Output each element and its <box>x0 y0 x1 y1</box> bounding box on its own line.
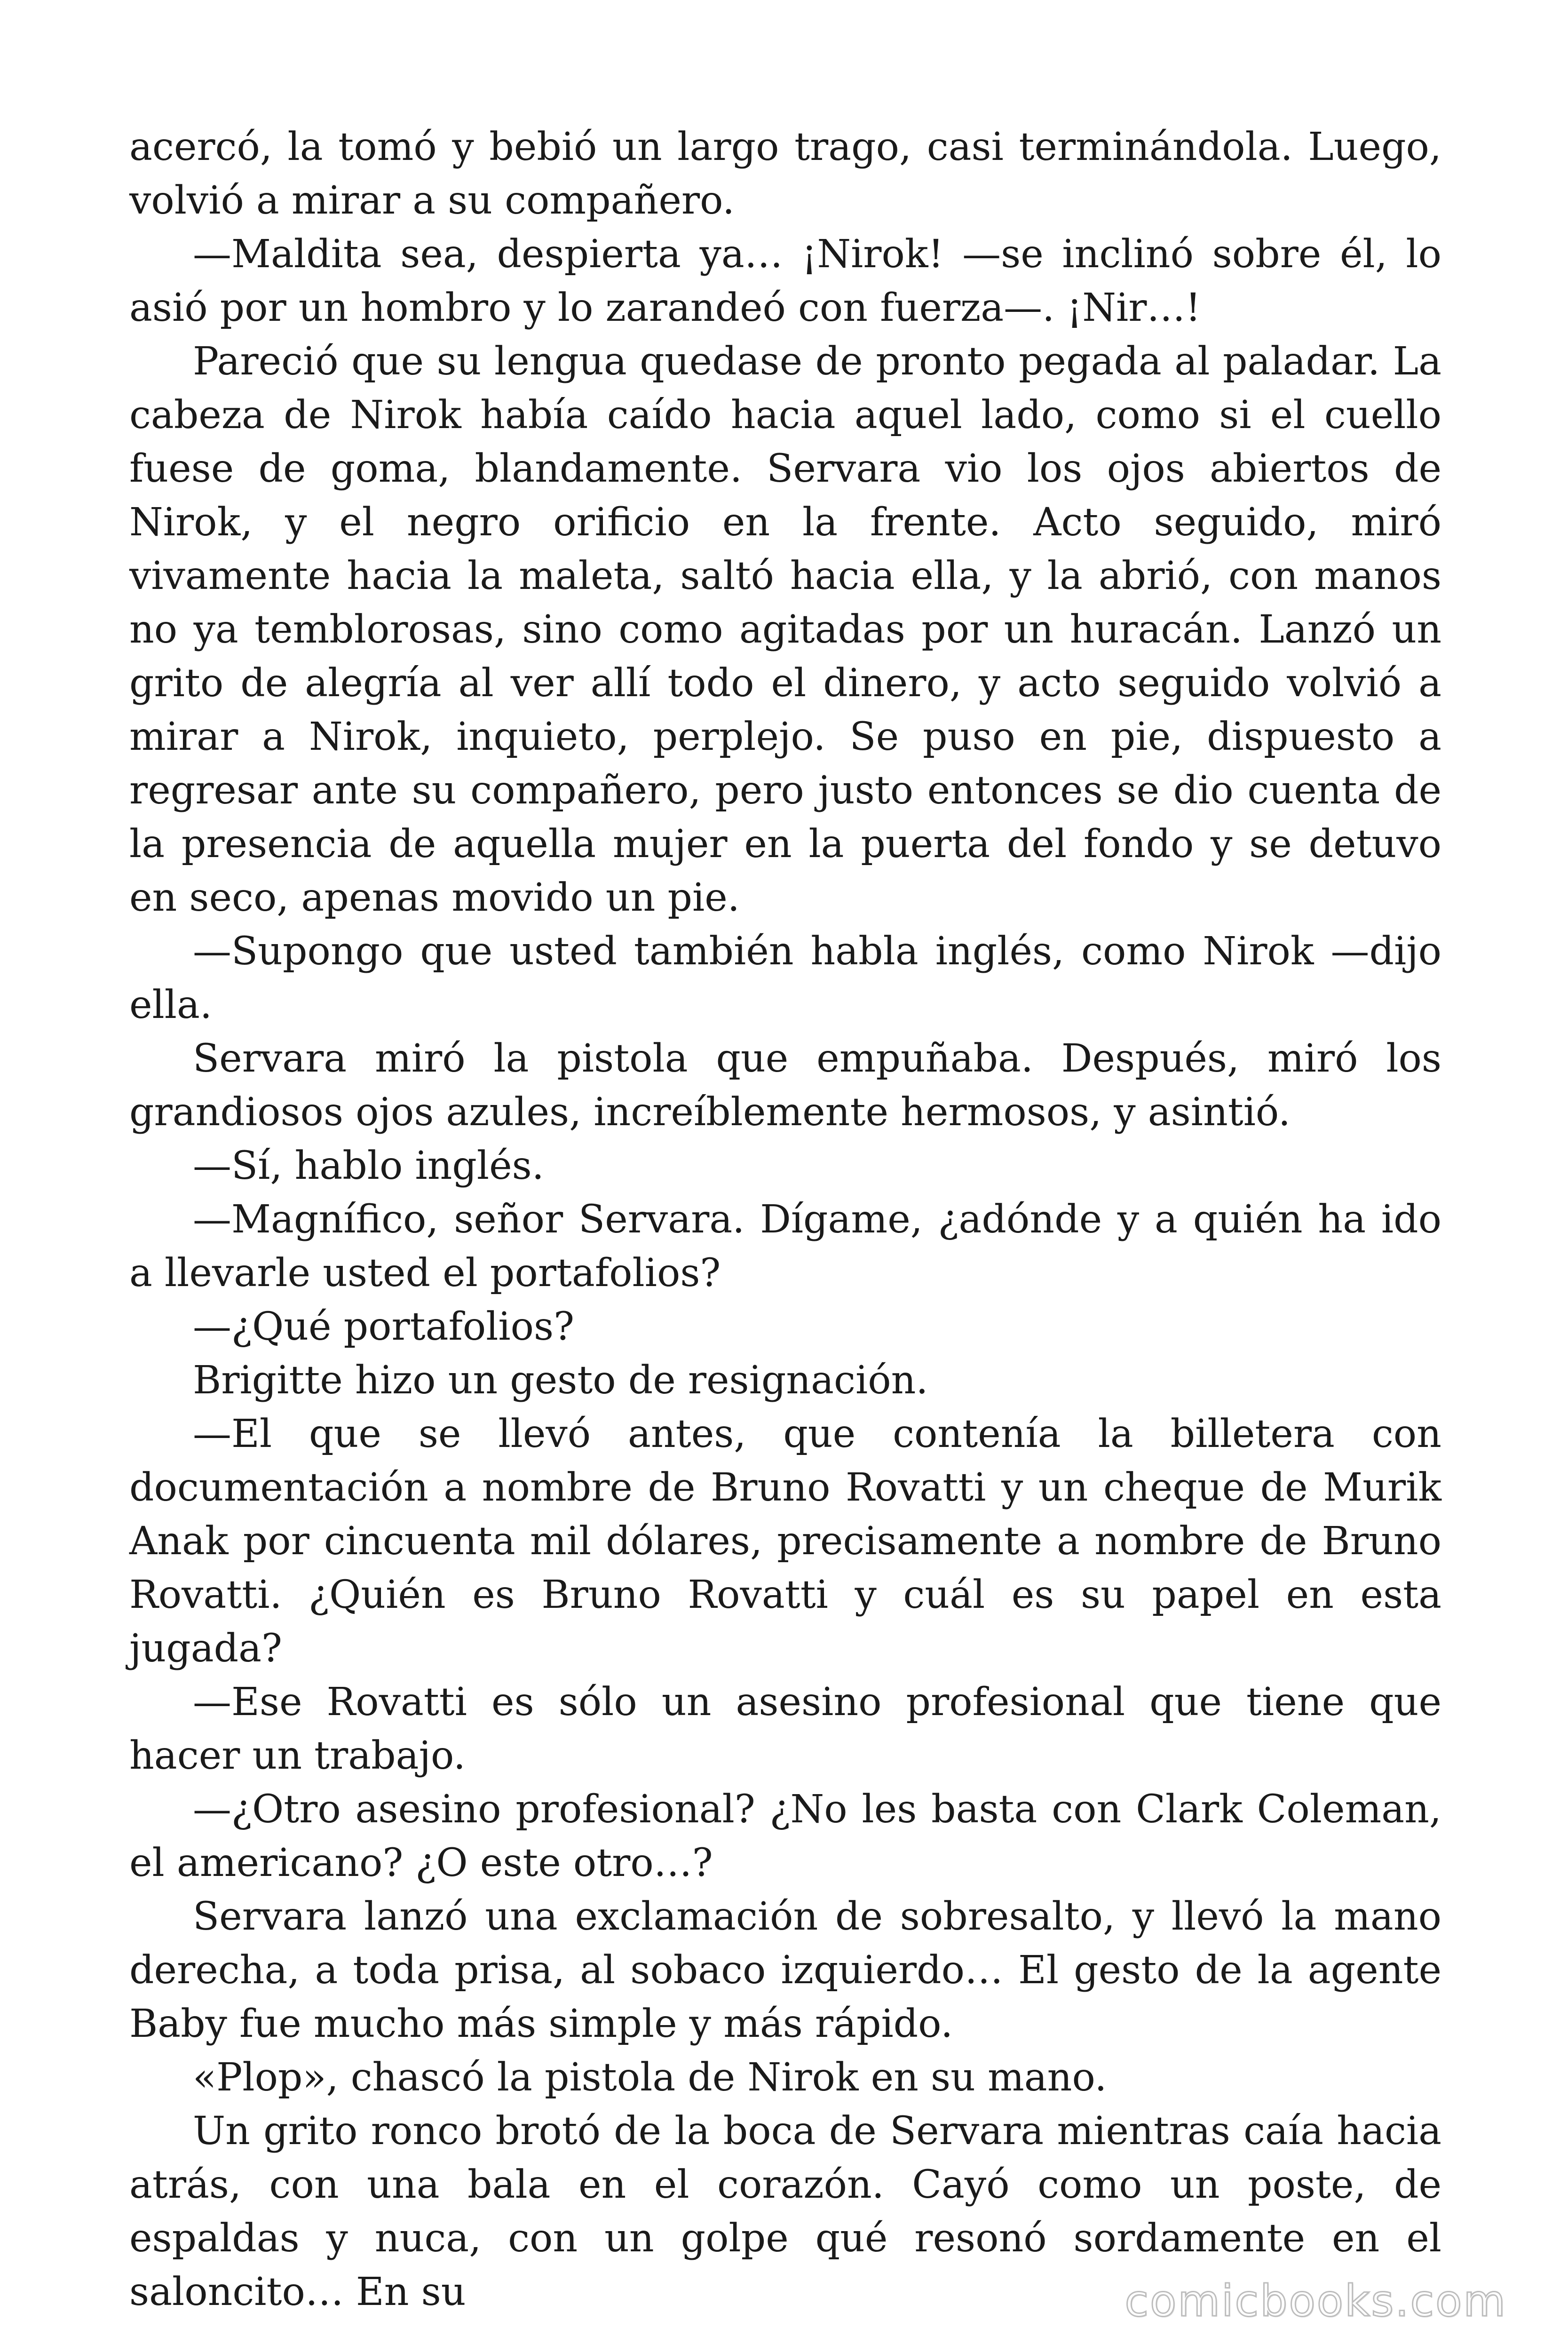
paragraph: «Plop», chascó la pistola de Nirok en su mano. <box>193 2055 1107 2100</box>
paragraph: Un grito ronco brotó de la boca de Servara mientras caía hacia atrás, con una bala en el corazón. Cayó como un poste, de espaldas y nuca, con un golpe qué resonó sordamente en el saloncito… En su <box>129 2109 1441 2314</box>
paragraph: —¿Qué portafolios? <box>193 1304 575 1349</box>
paragraph: Brigitte hizo un gesto de resignación. <box>193 1358 928 1403</box>
paragraph: —Ese Rovatti es sólo un asesino profesional que tiene que hacer un trabajo. <box>129 1680 1441 1778</box>
paragraph: Servara lanzó una exclamación de sobresalto, y llevó la mano derecha, a toda prisa, al sobaco izquierdo… El gesto de la agente Baby fue mucho más simple y más rápido. <box>129 1894 1441 2046</box>
paragraph: —Sí, hablo inglés. <box>193 1144 544 1188</box>
paragraph: —Supongo que usted también habla inglés, como Nirok —dijo ella. <box>129 929 1441 1027</box>
paragraph: —¿Otro asesino profesional? ¿No les basta con Clark Coleman, el americano? ¿O este otro…? <box>129 1787 1441 1885</box>
paragraph: acercó, la tomó y bebió un largo trago, casi terminándola. Luego, volvió a mirar a su compañero. <box>129 125 1441 223</box>
watermark-logo: comicbooks.com <box>1125 2276 1507 2326</box>
paragraph: —Maldita sea, despierta ya… ¡Nirok! —se inclinó sobre él, lo asió por un hombro y lo zarandeó con fuerza—. ¡Nir…! <box>129 232 1441 330</box>
paragraph: —El que se llevó antes, que contenía la billetera con documentación a nombre de Bruno Rovatti y un cheque de Murik Anak por cincuenta mil dólares, precisamente a nombre de Bruno Rovatti. ¿Quién es Bruno Rovatti y cuál es su papel en esta jugada? <box>129 1412 1441 1671</box>
paragraph: Pareció que su lengua quedase de pronto pegada al paladar. La cabeza de Nirok había caído hacia aquel lado, como si el cuello fuese de goma, blandamente. Servara vio los ojos abiertos de Nirok, y el negro orificio en la frente. Acto seguido, miró vivamente hacia la maleta, saltó hacia ella, y la abrió, con manos no ya temblorosas, sino como agitadas por un huracán. Lanzó un grito de alegría al ver allí todo el dinero, y acto seguido volvió a mirar a Nirok, inquieto, perplejo. Se puso en pie, dispuesto a regresar ante su compañero, pero justo entonces se dio cuenta de la presencia de aquella mujer en la puerta del fondo y se detuvo en seco, apenas movido un pie. <box>129 339 1441 920</box>
body-text <box>129 120 1441 2319</box>
paragraph: —Magnífico, señor Servara. Dígame, ¿adónde y a quién ha ido a llevarle usted el portafolios? <box>129 1197 1441 1295</box>
paragraph: Servara miró la pistola que empuñaba. Después, miró los grandiosos ojos azules, increíblemente hermosos, y asintió. <box>129 1036 1441 1135</box>
